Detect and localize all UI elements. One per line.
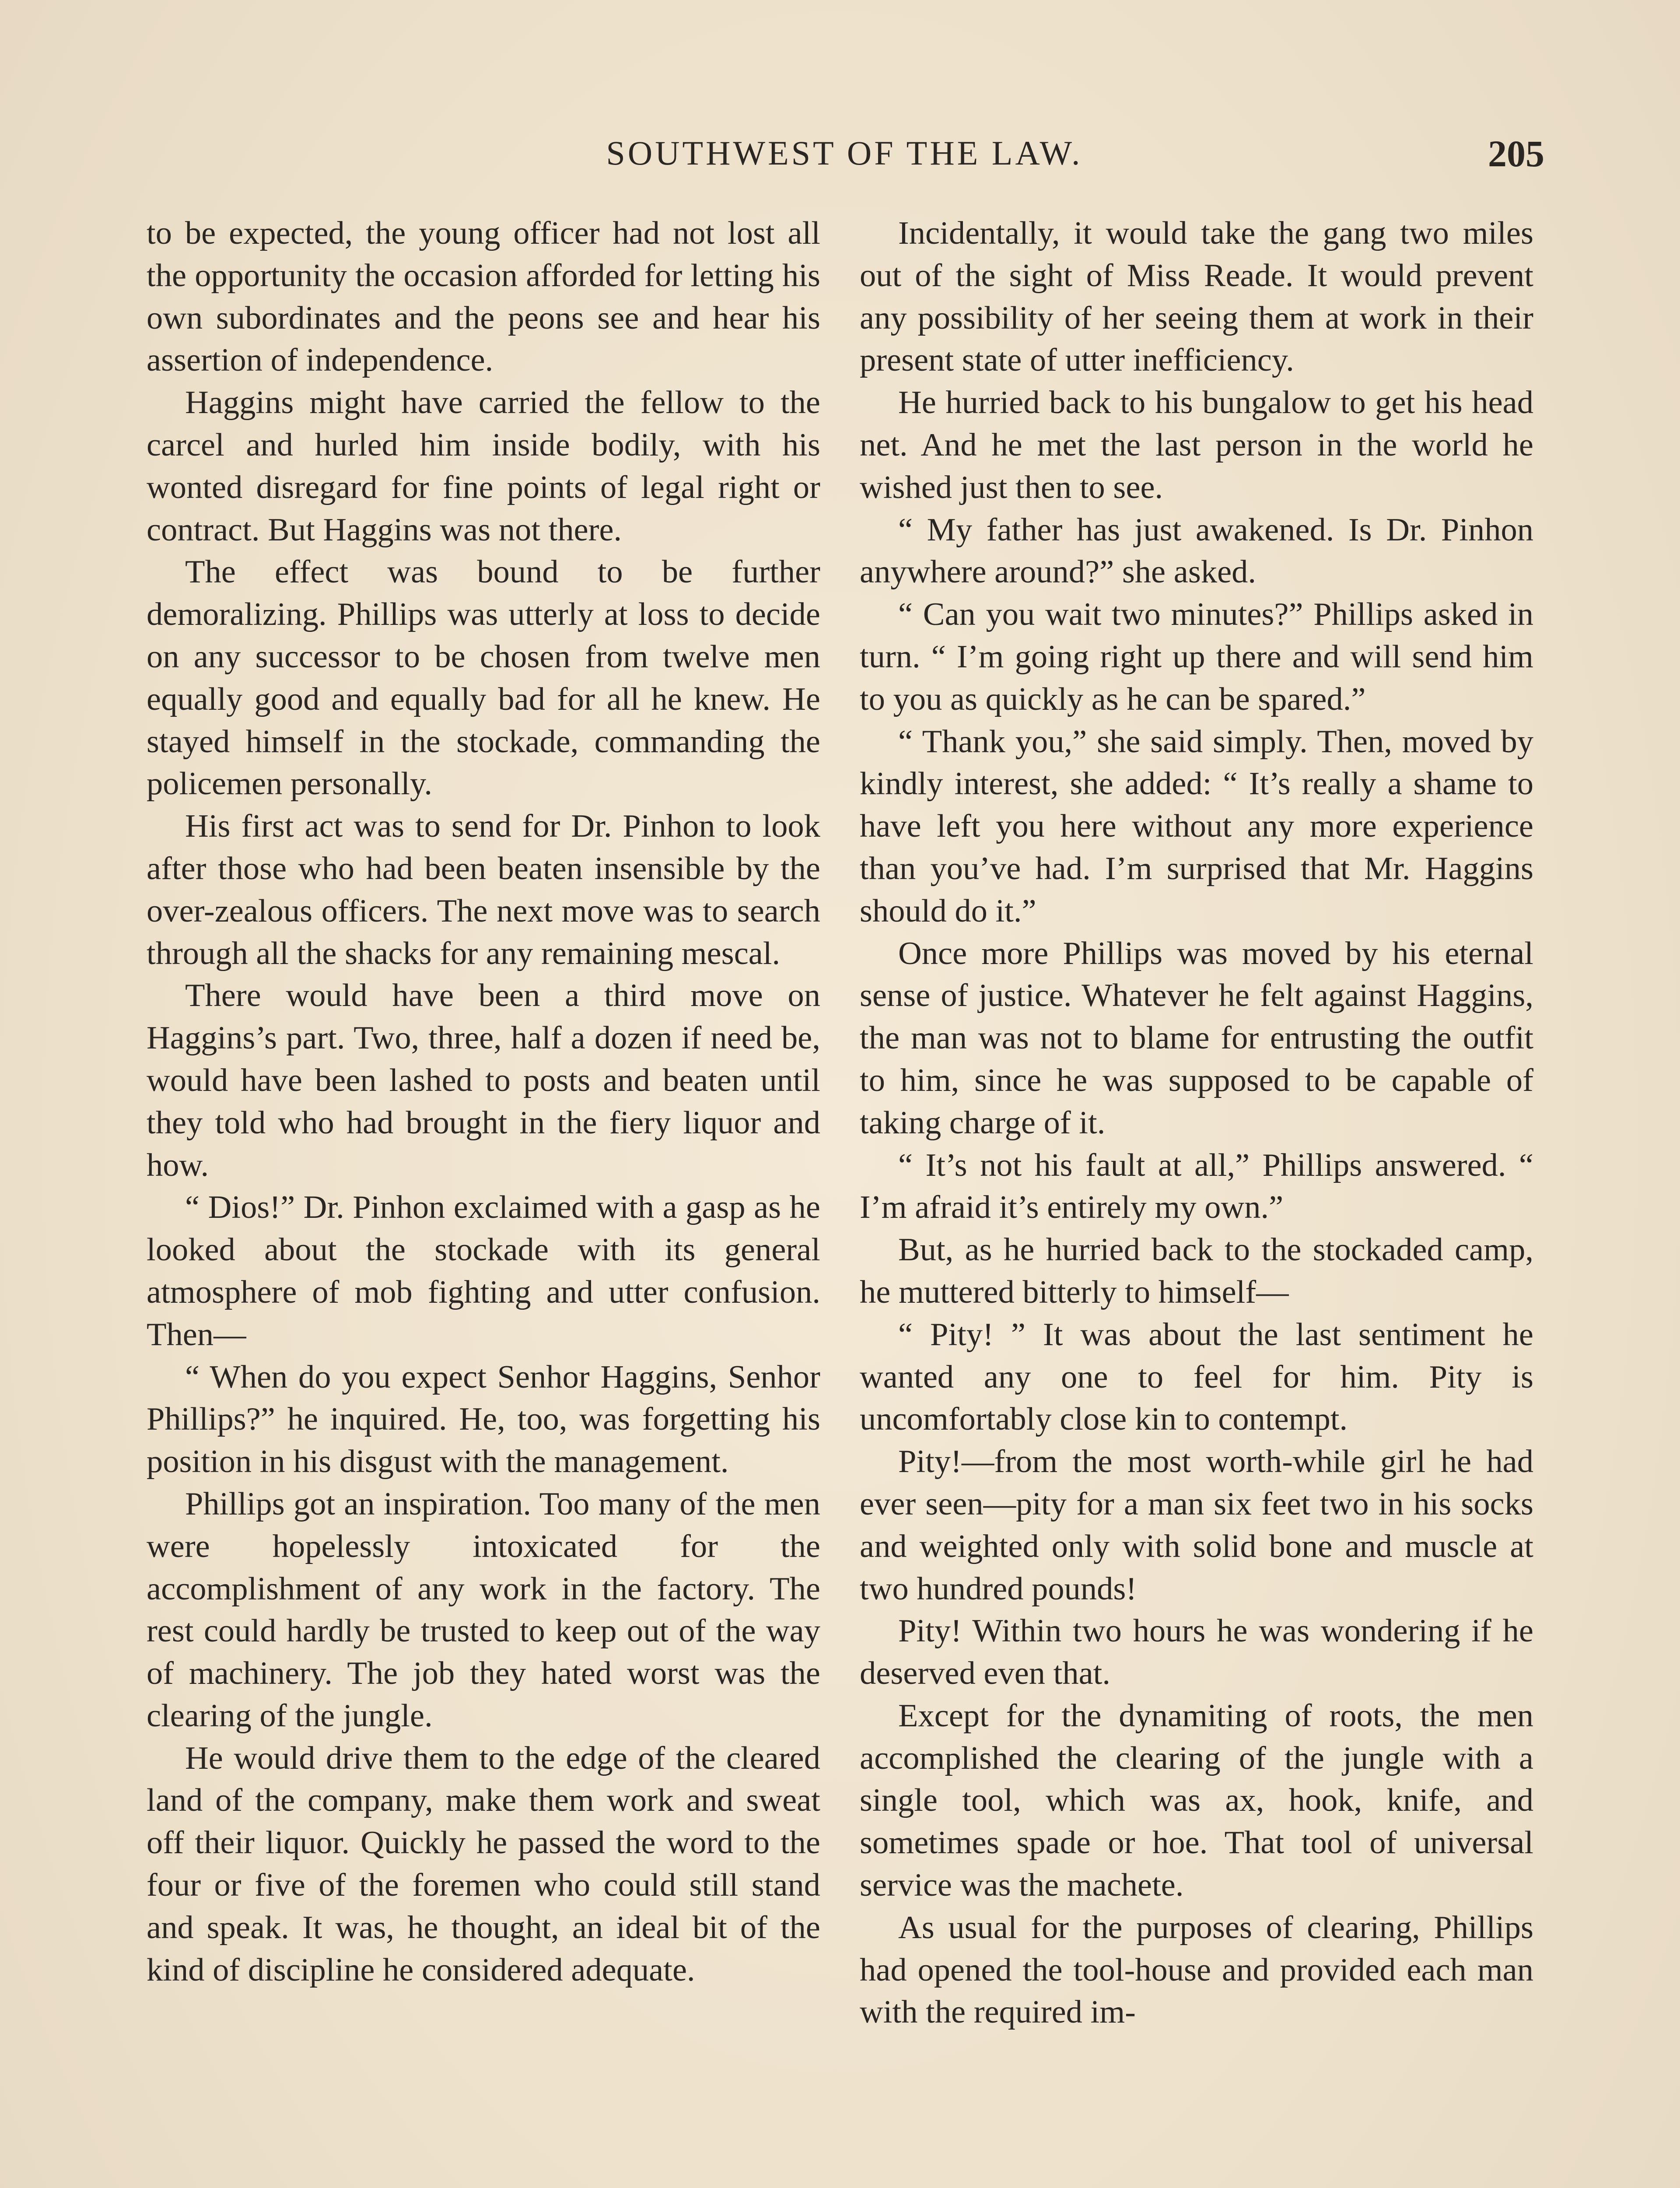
paragraph: He would drive them to the edge of the cleared land of the company, make them work and sweat off their liquor. Quickly he passed the word to the four or five of the foremen who could still stand and speak. It was, he thought, an ideal bit of the kind of discipline he considered adequate. (147, 1740, 820, 1988)
paragraph: “ When do you expect Senhor Haggins, Senhor Phillips?” he inquired. He, too, was forgetting his position in his disgust with the management. (147, 1359, 820, 1480)
paragraph: But, as he hurried back to the stockaded camp, he muttered bitterly to himself— (860, 1232, 1533, 1310)
paragraph: There would have been a third move on Haggins’s part. Two, three, half a dozen if need be, would have been lashed to posts and beaten until they told who had brought in the fiery liquor and how. (147, 978, 820, 1183)
paragraph: Phillips got an inspiration. Too many of the men were hopelessly intoxicated for the accomplishment of any work in the factory. The rest could hardly be trusted to keep out of the way of machinery. The job they hated worst was the clearing of the jungle. (147, 1486, 820, 1734)
page-header (144, 129, 1544, 182)
running-title: SOUTHWEST OF THE LAW. (606, 134, 1083, 172)
paragraph: “ Pity! ” It was about the last sentiment he wanted any one to feel for him. Pity is uncomfortably close kin to contempt. (860, 1316, 1533, 1438)
paragraph: to be expected, the young officer had not lost all the opportunity the occasion afforded for letting his own subordinates and the peons see and hear his assertion of independence. (147, 215, 820, 379)
paragraph: Except for the dynamiting of roots, the men accomplished the clearing of the jungle with a single tool, which was ax, hook, knife, and sometimes spade or hoe. That tool of universal service was the machete. (860, 1697, 1533, 1904)
text-column-left (147, 212, 820, 1991)
paragraph: “ Can you wait two minutes?” Phillips asked in turn. “ I’m going right up there and will send him to you as quickly as he can be spared.” (860, 596, 1533, 717)
paragraph: He hurried back to his bungalow to get his head net. And he met the last person in the world he wished just then to see. (860, 385, 1533, 505)
paragraph: His first act was to send for Dr. Pinhon to look after those who had been beaten insensible by the over-zealous officers. The next move was to search through all the shacks for any remaining mescal. (147, 808, 820, 971)
paragraph: “ Dios!” Dr. Pinhon exclaimed with a gasp as he looked about the stockade with its general atmosphere of mob fighting and utter confusion. Then— (147, 1189, 820, 1353)
paragraph: Incidentally, it would take the gang two miles out of the sight of Miss Reade. It would prevent any possibility of her seeing them at work in their present state of utter inefficiency. (860, 215, 1533, 379)
page-number: 205 (1488, 133, 1544, 175)
paragraph: As usual for the purposes of clearing, Phillips had opened the tool-house and provided each man with the required im- (860, 1909, 1533, 2030)
paragraph: “ My father has just awakened. Is Dr. Pinhon anywhere around?” she asked. (860, 512, 1533, 590)
paragraph: Pity! Within two hours he was wondering if he deserved even that. (860, 1613, 1533, 1692)
paragraph: Pity!—from the most worth-while girl he had ever seen—pity for a man six feet two in his socks and weighted only with solid bone and muscle at two hundred pounds! (860, 1444, 1533, 1607)
paragraph: Haggins might have carried the fellow to the carcel and hurled him inside bodily, with his wonted disregard for fine points of legal right or contract. But Haggins was not there. (147, 385, 820, 548)
paragraph: “ It’s not his fault at all,” Phillips answered. “ I’m afraid it’s entirely my own.” (860, 1147, 1533, 1226)
text-column-right (860, 212, 1533, 2034)
paragraph: The effect was bound to be further demoralizing. Phillips was utterly at loss to decide on any successor to be chosen from twelve men equally good and equally bad for all he knew. He stayed himself in the stockade, commanding the policemen personally. (147, 554, 820, 802)
paragraph: Once more Phillips was moved by his eternal sense of justice. Whatever he felt against Haggins, the man was not to blame for entrusting the outfit to him, since he was supposed to be capable of taking charge of it. (860, 935, 1533, 1141)
paragraph: “ Thank you,” she said simply. Then, moved by kindly interest, she added: “ It’s really a shame to have left you here without any more experience than you’ve had. I’m surprised that Mr. Haggins should do it.” (860, 723, 1533, 929)
